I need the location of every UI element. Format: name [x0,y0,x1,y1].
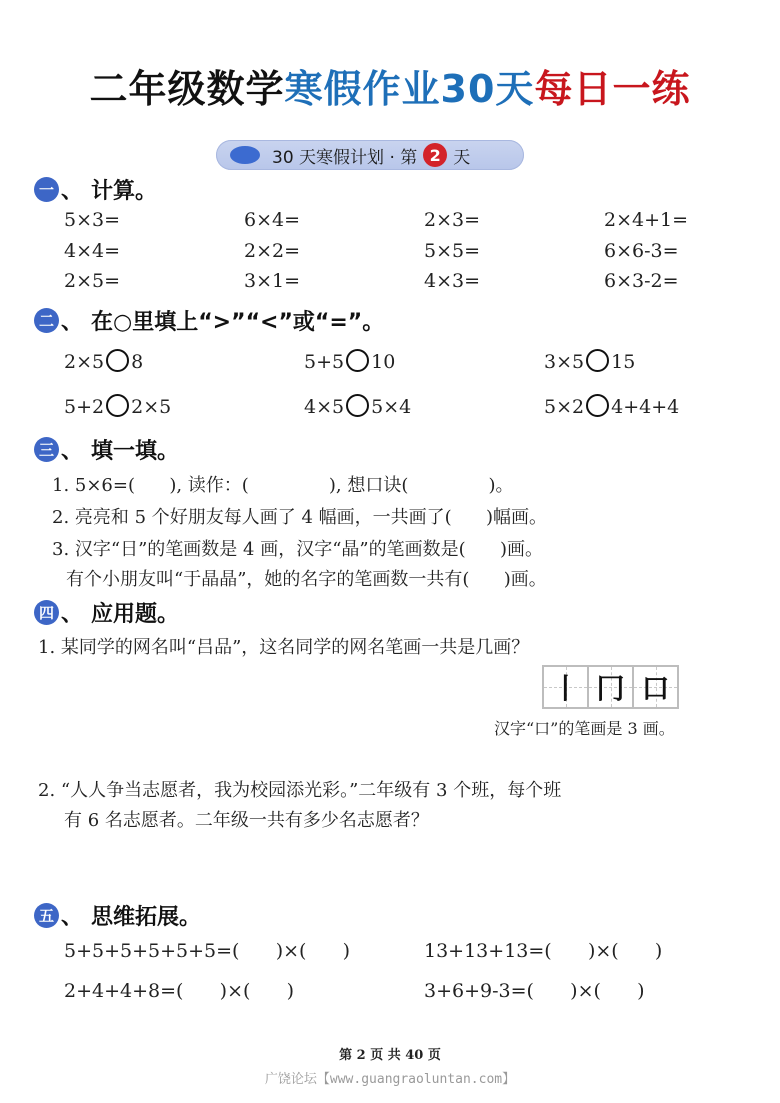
answer-circle[interactable] [346,349,369,372]
section-header-compare: 二 、 在○里填上“>”“<”或“=”。 [34,305,384,336]
fill-question-3: 3. 汉字“日”的笔画数是 4 画，汉字“晶”的笔画数是( )画。 [52,539,543,560]
calc-item: 4×4= [64,240,121,262]
thinking-item: 3+6+9-3=( )×( ) [424,980,645,1002]
fill-question-2: 2. 亮亮和 5 个好朋友每人画了 4 幅画，一共画了( )幅画。 [52,507,548,528]
section-heading: 计算。 [91,179,158,204]
word-question-2: 2. “人人争当志愿者，我为校园添光彩。”二年级有 3 个班，每个班 [38,780,562,801]
section-number-icon: 三 [34,437,59,462]
section-number-icon: 五 [34,903,59,928]
calc-item: 2×5= [64,270,121,292]
answer-circle[interactable] [106,349,129,372]
word-question-2-cont: 有 6 名志愿者。二年级一共有多少名志愿者？ [64,810,429,831]
section-heading: 填一填。 [91,439,180,464]
thinking-item: 2+4+4+8=( )×( ) [64,980,295,1002]
stroke-note: 汉字“口”的笔画是 3 画。 [494,719,675,738]
compare-item: 3×5 15 [544,351,636,373]
section-header-word-problems: 四 、 应用题。 [34,597,179,628]
section-heading: 在○里填上“>”“<”或“=”。 [91,310,385,335]
word-question-1: 1. 某同学的网名叫“吕品”，这名同学的网名笔画一共是几画？ [38,637,530,658]
calc-item: 3×1= [244,270,301,292]
site-watermark: 广饶论坛【www.guangraoluntan.com】 [264,1072,516,1087]
section-heading: 应用题。 [91,602,180,627]
section-number-icon: 一 [34,177,59,202]
day-badge: 2 [423,143,447,167]
compare-item: 4×5 5×4 [304,396,412,418]
section-header-thinking: 五 、 思维拓展。 [34,900,201,931]
calc-item: 5×3= [64,209,121,231]
calc-item: 4×3= [424,270,481,292]
title-part-daily: 每日一练 [534,67,691,111]
calc-item: 2×4+1= [604,209,689,231]
compare-item: 5×2 4+4+4 [544,396,680,418]
calc-item: 2×3= [424,209,481,231]
section-header-fill: 三 、 填一填。 [34,434,179,465]
stroke-cell: 口 [634,667,677,707]
oval-icon [230,146,260,164]
plan-banner [216,140,524,170]
page-number: 第 2 页 共 40 页 [339,1048,441,1063]
answer-circle[interactable] [586,394,609,417]
stroke-cell: 冂 [589,667,634,707]
compare-item: 5+5 10 [304,351,396,373]
page-title [0,58,780,113]
answer-circle[interactable] [586,349,609,372]
stroke-order-grid [542,665,679,709]
title-part-grade: 二年级数学 [89,67,285,111]
title-part-homework: 寒假作业30天 [284,67,535,111]
calc-item: 5×5= [424,240,481,262]
calc-item: 6×3-2= [604,270,679,292]
thinking-item: 13+13+13=( )×( ) [424,940,663,962]
calc-item: 2×2= [244,240,301,262]
section-number-icon: 二 [34,308,59,333]
compare-item: 5+2 2×5 [64,396,172,418]
plan-prefix: 30 天寒假计划 · 第 [272,147,418,168]
compare-item: 2×5 8 [64,351,144,373]
answer-circle[interactable] [106,394,129,417]
calc-item: 6×4= [244,209,301,231]
fill-question-1: 1. 5×6=( ), 读作：( ), 想口诀( )。 [52,475,514,496]
calc-item: 6×6-3= [604,240,679,262]
thinking-item: 5+5+5+5+5+5=( )×( ) [64,940,351,962]
stroke-cell: 丨 [544,667,589,707]
answer-circle[interactable] [346,394,369,417]
fill-question-3-cont: 有个小朋友叫“于晶晶”，她的名字的笔画数一共有( )画。 [66,569,547,590]
plan-suffix: 天 [453,147,471,168]
section-number-icon: 四 [34,600,59,625]
section-header-calc: 一 、 计算。 [34,174,157,205]
section-heading: 思维拓展。 [91,905,202,930]
